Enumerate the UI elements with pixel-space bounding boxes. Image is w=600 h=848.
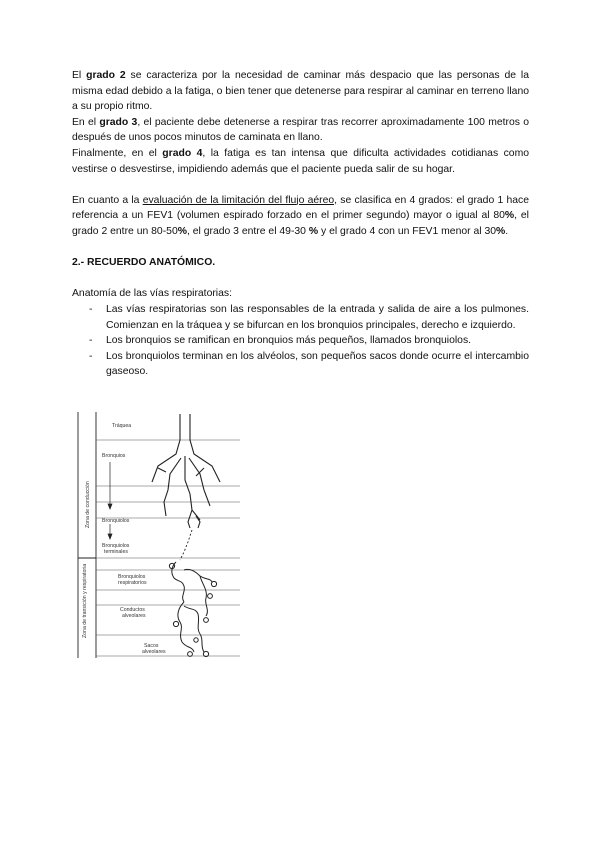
bold-text: grado 2 bbox=[86, 70, 126, 81]
bold-text: grado 3 bbox=[99, 116, 138, 128]
text: se caracteriza por la necesidad de caminar más despacio que las personas de la misma edad debido a la fatiga, o bien tener que detenerse para respirar al caminar en terreno llano a su propio ritmo. bbox=[72, 70, 529, 113]
underlined-text: evaluación de la limitación del flujo aéreo, bbox=[142, 194, 338, 206]
list-item: - Los bronquiolos terminan en los alvéolos, son pequeños sacos donde ocurre el intercambio gaseoso. bbox=[106, 349, 529, 380]
label-bronchioles: Bronquiolos bbox=[102, 518, 130, 524]
text: , la fatiga es tan intensa que dificulta actividades cotidianas como vestirse o desvestirse, impidiendo además que el paciente pueda salir de su hogar. bbox=[72, 147, 530, 175]
label-sacs: Sacos bbox=[144, 643, 159, 649]
bullet-list bbox=[72, 302, 529, 380]
label-trachea: Tráquea bbox=[112, 423, 132, 429]
descent-arrows bbox=[108, 462, 112, 539]
alveolar-clusters bbox=[169, 562, 216, 657]
bold-text: % bbox=[308, 225, 319, 237]
text: , el paciente debe detenerse a respirar tras recorrer aproximadamente 100 metros o después de unos pocos minutos de caminata en llano. bbox=[72, 116, 530, 144]
paragraph-fev1 bbox=[72, 193, 529, 240]
text: En cuanto a la bbox=[72, 194, 143, 206]
list-item: - Las vías respiratorias son las responsables de la entrada y salida de aire a los pulmones. Comienzan en la tráquea y se bifurcan en los bronquios principales, derecho e izquierdo. bbox=[106, 302, 529, 333]
bronchial-tree bbox=[152, 414, 220, 528]
text: se clasifica en 4 grados: el grado 1 hace referencia a un FEV1 (volumen espirado forzado en el primer segundo) mayor o igual al 80 bbox=[72, 194, 530, 222]
text: , el grado 2 entre un 80-50 bbox=[72, 210, 529, 237]
label-ducts: Conductos bbox=[120, 607, 145, 613]
zone-conduction-label: Zona de conducción bbox=[85, 481, 91, 528]
label-bronchi: Bronquios bbox=[102, 453, 126, 459]
section-heading: 2.- RECUERDO ANATÓMICO. bbox=[72, 257, 216, 269]
text: , el grado 3 entre el 49-30 bbox=[186, 225, 309, 237]
dashed-link bbox=[180, 530, 192, 560]
text: y el grado 4 con un FEV1 menor al 30 bbox=[318, 225, 497, 237]
paragraph-grado-2 bbox=[72, 68, 529, 115]
airway-diagram-svg bbox=[72, 410, 250, 660]
text: El bbox=[72, 70, 87, 81]
label-terminal: Bronquiolos bbox=[102, 543, 130, 549]
text: Finalmente, en el bbox=[72, 147, 163, 159]
bold-text: grado 4 bbox=[162, 147, 203, 159]
label-respiratory: Bronquiolos bbox=[118, 574, 146, 580]
paragraph-grado-3 bbox=[72, 115, 529, 146]
label-respiratory: respiratorios bbox=[118, 580, 147, 586]
document-body bbox=[72, 68, 529, 380]
label-terminal: terminales bbox=[104, 549, 128, 555]
text: . bbox=[505, 225, 509, 237]
list-item: - Los bronquios se ramifican en bronquios más pequeños, llamados bronquiolos. bbox=[106, 333, 529, 349]
label-sacs: alveolares bbox=[142, 649, 166, 655]
paragraph-grado-4 bbox=[72, 146, 529, 177]
bold-text: % bbox=[177, 225, 187, 237]
section-intro: Anatomía de las vías respiratorias: bbox=[72, 288, 232, 300]
bold-text: % bbox=[496, 225, 506, 237]
label-ducts: alveolares bbox=[122, 613, 146, 619]
text: En el bbox=[72, 116, 100, 128]
zone-transition-label: Zona de transición y respiratoria bbox=[82, 563, 88, 638]
bold-text: % bbox=[504, 210, 515, 222]
airway-diagram bbox=[72, 410, 250, 660]
